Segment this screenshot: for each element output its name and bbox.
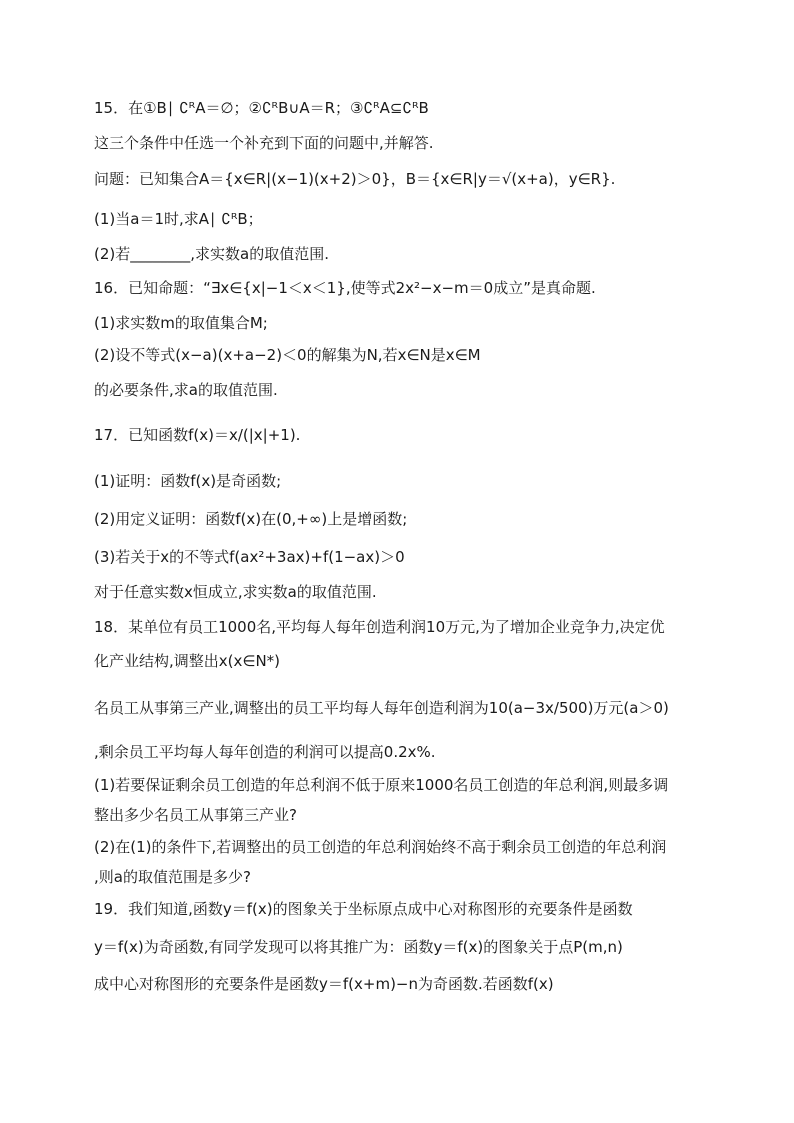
problem-15-line-2: 这三个条件中任选一个补充到下面的问题中,并解答. [94,134,434,152]
problem-18-line-6: 整出多少名员工从事第三产业? [94,806,297,824]
problem-17-line-1: 17．已知函数f(x)＝x/(|x|+1). [94,426,301,444]
problem-19-line-3: 成中心对称图形的充要条件是函数y＝f(x+m)−n为奇函数.若函数f(x) [94,975,554,993]
problem-16-line-3: (2)设不等式(x−a)(x+a−2)＜0的解集为N,若x∈N是x∈M [94,346,481,364]
problem-18-line-8: ,则a的取值范围是多少? [94,868,251,886]
problem-16-line-2: (1)求实数m的取值集合M; [94,314,268,332]
problem-17-line-4: (3)若关于x的不等式f(ax²+3ax)+f(1−ax)＞0 [94,548,405,566]
problem-15-line-4: (1)当a＝1时,求A∣ ∁ᴿB； [94,210,263,228]
problem-17-line-3: (2)用定义证明：函数f(x)在(0,+∞)上是增函数; [94,510,408,528]
problem-15-line-5: (2)若________,求实数a的取值范围. [94,245,329,263]
problem-18-line-5: (1)若要保证剩余员工创造的年总利润不低于原来1000名员工创造的年总利润,则最多调 [94,776,669,794]
problem-18-line-2: 化产业结构,调整出x(x∈N*) [94,652,281,670]
problem-18-line-7: (2)在(1)的条件下,若调整出的员工创造的年总利润始终不高于剩余员工创造的年总利润 [94,838,667,856]
problem-16-line-1: 16．已知命题：“∃x∈{x|−1＜x＜1},使等式2x²−x−m＝0成立”是真命题. [94,279,596,297]
problem-19-line-1: 19．我们知道,函数y＝f(x)的图象关于坐标原点成中心对称图形的充要条件是函数 [94,900,633,918]
problem-18-line-4: ,剩余员工平均每人每年创造的利润可以提高0.2x%. [94,743,436,761]
problem-17-line-5: 对于任意实数x恒成立,求实数a的取值范围. [94,583,377,601]
problem-16-line-4: 的必要条件,求a的取值范围. [94,381,278,399]
problem-15-line-1: 15．在①B∣ ∁ᴿA＝∅；②∁ᴿB∪A＝R；③∁ᴿA⊆∁ᴿB [94,99,429,117]
problem-18-line-3: 名员工从事第三产业,调整出的员工平均每人每年创造利润为10(a−3x/500)万元(a＞0) [94,699,669,717]
problem-17-line-2: (1)证明：函数f(x)是奇函数; [94,472,282,490]
problem-19-line-2: y＝f(x)为奇函数,有同学发现可以将其推广为：函数y＝f(x)的图象关于点P(m,n) [94,938,623,956]
problem-15-line-3: 问题：已知集合A＝{x∈R|(x−1)(x+2)＞0}，B＝{x∈R|y＝√(x+a)，y∈R}. [94,170,616,188]
problem-18-line-1: 18．某单位有员工1000名,平均每人每年创造利润10万元,为了增加企业竞争力,决定优 [94,618,665,636]
